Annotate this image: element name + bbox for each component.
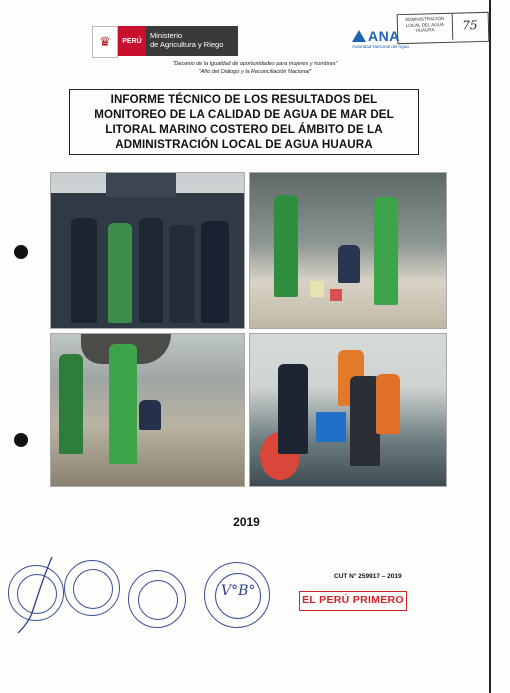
receipt-stamp [397, 12, 490, 44]
coat-of-arms-icon: ♛ [92, 26, 118, 58]
signature-1 [14, 555, 64, 635]
photo-shore-sampling [249, 172, 447, 329]
photo-team-on-boat [50, 172, 245, 329]
seal-visa-text: V°B° [221, 583, 256, 599]
ministry-logo [92, 26, 238, 56]
report-title: INFORME TÉCNICO DE LOS RESULTADOS DEL MONITOREO DE LA CALIDAD DE AGUA DE MAR DEL LITORAL MARINO COSTERO DEL ÁMBITO DE LA ADMINISTRACIÓN LOCAL DE AGUA HUAURA [69, 89, 419, 155]
punch-hole-bottom [14, 433, 28, 447]
report-year: 2019 [233, 515, 260, 529]
page-edge [489, 0, 491, 693]
peru-label: PERÚ [118, 26, 146, 56]
el-peru-primero-logo: EL PERÚ PRIMERO [299, 591, 407, 611]
ana-logo-text: ANA [368, 28, 400, 44]
ana-triangle-icon [352, 30, 366, 42]
receipt-stamp-text: ADMINISTRACIÓN LOCAL DEL AGUA HUAURA [405, 15, 445, 33]
ana-subtitle: Autoridad Nacional del Agua [352, 44, 409, 49]
official-seal-4 [204, 562, 270, 628]
folio-number: 75 [452, 13, 488, 40]
photo-beach-sampling [50, 333, 245, 487]
punch-hole-top [14, 245, 28, 259]
photo-boat-sampling [249, 333, 447, 487]
official-seal-2 [64, 560, 120, 616]
cut-number: CUT N° 259917 – 2019 [334, 573, 402, 580]
ministry-name: Ministerio de Agricultura y Riego [146, 26, 238, 56]
official-seal-3 [128, 570, 186, 628]
decenio-motto: "Decenio de la Igualdad de oportunidades para mujeres y hombres" "Año del Diálogo y la Reconciliación Nacional" [172, 61, 338, 75]
